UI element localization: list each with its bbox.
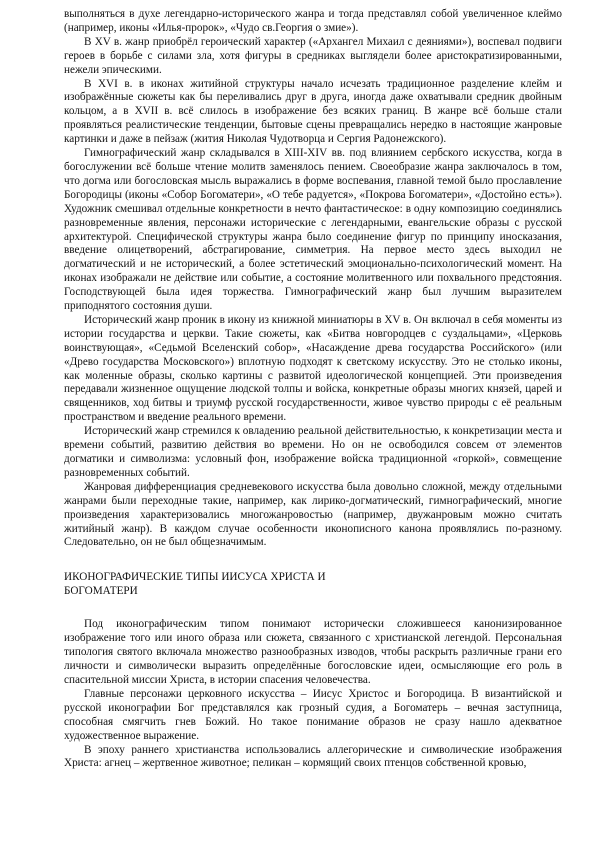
paragraph-main-characters: Главные персонажи церковного искусства – Иисус Христос и Богородица. В византийской и русской иконографии Бог представлялся как грозный судия, а Богоматерь – вечная заступница, способная смягчить гнев Божий. Но такое понимание образов не сразу нашло адекватное художественное выражение. [64, 687, 562, 742]
paragraph-genre-differentiation: Жанровая дифференциация средневекового искусства была довольно сложной, между отдельными жанрами были переходные такие, например, как лирико-догматический, гимнографический, многие произведения характеризовались многожанровостью (например, двужанровым можно считать житийный жанр). В каждом случае особенности иконописного канона проявлялись по-разному. Следовательно, он не был общезначимым. [64, 480, 562, 549]
paragraph-xvi-century: В XVI в. в иконах житийной структуры начало исчезать традиционное разделение клейм и изображённые сюжеты как бы переливались друг в друга, иногда даже охватывали средник двойным кольцом, а в XVII в. всё слилось в изображение без всяких границ. В жанре всё больше стали проявляться реалистические тенденции, бытовые сцены превращались нередко в настоящие жанровые картинки и даже в пейзаж (жития Николая Чудотворца и Сергия Радонежского). [64, 77, 562, 146]
paragraph-early-christianity: В эпоху раннего христианства использовались аллегорические и символические изображения Христа: агнец – жертвенное животное; пеликан – кормящий своих птенцов собственной кровью, [64, 743, 562, 770]
section-heading-line-2: БОГОМАТЕРИ [64, 585, 138, 598]
paragraph-hymnographic-genre: Гимнографический жанр складывался в XIII-XIV вв. под влиянием сербского искусства, когда в богослужении всё больше чтение молитв заменялось пением. Своеобразие жанра заключалось в том, что догма или богословская мысль выражались в форме воспевания, главной темой было прославление Богородицы (иконы «Собор Богоматери», «О тебе радуется», «Покрова Богоматери», «Достойно есть»). Художник смешивал отдельные конкретности в нечто фантастическое: в одну композицию соединялись разновременные явления, персонажи исторические с легендарными, евангельские образы с русской архитектурой. Специфической структуры жанра было соединение фигур по принципу иносказания, введение олицетворений, абстрагирование, симметрия. На первое место здесь выходил не догматический и не исторический, а более эстетический эмоционально-психологический момент. На иконах изображали не действие или событие, а состояние молитвенного или похвального предстояния. Господствующей была идея торжества. Гимнографический жанр был лучшим выразителем приподнятого состояния души. [64, 147, 562, 313]
section-heading-line-1: ИКОНОГРАФИЧЕСКИЕ ТИПЫ ИИСУСА ХРИСТА И [64, 571, 326, 584]
paragraph-xv-century: В XV в. жанр приобрёл героический характер («Архангел Михаил с деяниями»), воспевал подвиги героев в борьбе с силами зла, хотя фигуры в средниках выглядели более аристократизированными, нежели эпическими. [64, 35, 562, 76]
paragraph-iconographic-type: Под иконографическим типом понимают исторически сложившееся канонизированное изображение того или иного образа или сюжета, связанного с христианской легендой. Персональная типология святого включала множество разнообразных изводов, чтобы раскрыть различные грани его личности и символически выразить определённые богословские идеи, осмысляющие его роль в спасительной миссии Христа, в истории спасения человечества. [64, 618, 562, 686]
paragraph-historical-genre: Исторический жанр проник в икону из книжной миниатюры в XV в. Он включал в себя моменты из истории государства и церкви. Такие сюжеты, как «Битва новгородцев с суздальцами», «Церковь воинствующая», «Седьмой Вселенский собор», «Насаждение древа государства Российского» (или «Древо государства Московского») вплотную подходят к светскому искусству. Это не столько иконы, как моленные образы, сколько картины с развитой идеологической концепцией. Эти произведения передавали жизненное ощущение людской толпы и войска, конкретные образы многих князей, царей и священников, ход битвы и триумф русской государственности, живое чувство природы с её реальным пространством и введение реального времени. [64, 313, 562, 424]
paragraph-continuation: выполняться в духе легендарно-исторического жанра и тогда представлял собой увеличенное клеймо (например, иконы «Илья-пророк», «Чудо св.Георгия о змие»). [64, 8, 562, 34]
section-heading [64, 570, 562, 598]
paragraph-historical-genre-reality: Исторический жанр стремился к овладению реальной действительностью, к конкретизации места и времени событий, развитию действия во времени. Но он не освободился совсем от элементов догматики и символизма: условный фон, изображение войска традиционной «горкой», совмещение разновременных событий. [64, 425, 562, 479]
